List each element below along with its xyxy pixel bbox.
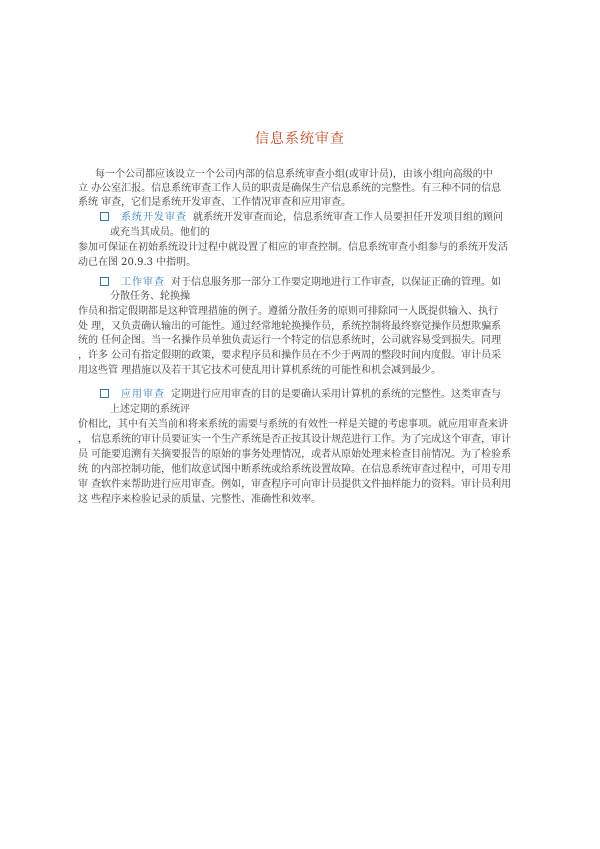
section-line: 统 的内部控制功能，他们故意试图中断系统或给系统设置故障。在信息系统审查过程中，可用专用 (78, 464, 512, 475)
section-line: 审 查软件来帮助进行应用审查。例如，审查程序可向审计员提供文件抽样能力的资料。审计员利用 (78, 479, 512, 490)
section-line: 上述定期的系统评 (110, 404, 190, 415)
section-line: 员 可能要追溯有关摘要报告的原始的事务处理情况，或者从原始处理来检查目前情况。为了检验系 (78, 449, 512, 460)
checkbox-icon (100, 212, 109, 221)
section-application-review (100, 388, 501, 402)
section-line: 用这些管 理措施以及若干其它技术可使乱用计算机系统的可能性和机会减到最少。 (78, 365, 442, 376)
checkbox-icon (100, 389, 109, 398)
section-line: ， 信息系统的审计员要证实一个生产系统是否正按其设计规范进行工作。为了完成这个审查，审计 (78, 434, 512, 445)
section-line: 处 理，又负责确认输出的可能性。通过经常地轮换操作员，系统控制将最终察觉操作员想欺骗系 (78, 321, 502, 332)
intro-line-3: 系统 审查，它们是系统开发审查、工作情况审查和应用审查。 (78, 197, 352, 208)
section-first-line: 就系统开发审查而论，信息系统审查工作人员要担任开发项目组的顾问 (193, 212, 503, 223)
checkbox-icon (100, 277, 109, 286)
section-term: 工作审查 (121, 277, 165, 288)
section-line: 分散任务、轮换操 (110, 291, 190, 302)
section-first-line: 定期进行应用审查的目的是要确认采用计算机的系统的完整性。这类审查与 (171, 389, 501, 400)
section-line: 动已在图 20.9.3 中指明。 (78, 257, 197, 268)
intro-line-2: 立 办公室汇报。信息系统审查工作人员的职责是确保生产信息系统的完整性。有三种不同的信息 (78, 183, 502, 194)
section-line: 这 些程序来检验记录的质量、完整性、准确性和效率。 (78, 494, 322, 505)
section-first-line: 对于信息服务那一部分工作要定期地进行工作审查，以保证正确的管理。如 (171, 277, 501, 288)
section-term: 应用审查 (121, 389, 165, 400)
section-line: 参加可保证在初始系统设计过程中就设置了相应的审查控制。信息系统审查小组参与的系统开发活 (78, 242, 508, 253)
section-line: 作员和指定假期都是这种管理措施的例子。遵循分散任务的原则可排除同一人既提供输入、执行 (78, 306, 498, 317)
section-operations-review (100, 276, 501, 290)
section-line: ，许多 公司有指定假期的政策，要求程序员和操作员在不少于两周的整段时间内度假。审计员采 (78, 350, 502, 361)
section-line: 价相比，其中有关当前和将来系统的需要与系统的有效性一样是关键的考虑事项。就应用审查来讲 (78, 419, 508, 430)
page-title: 信息系统审查 (255, 131, 345, 147)
section-term: 系统开发审查 (121, 212, 187, 223)
section-system-development-review (100, 211, 503, 225)
section-line: 统的 任何企图。当一名操作员单独负责运行一个特定的信息系统时，公司就容易受到损失。同理 (78, 335, 502, 346)
intro-line-1: 每一个公司都应该设立一个公司内部的信息系统审查小组(或审计员)，由该小组向高级的中 (95, 169, 493, 180)
section-line: 或充当其成员。他们的 (110, 227, 210, 238)
